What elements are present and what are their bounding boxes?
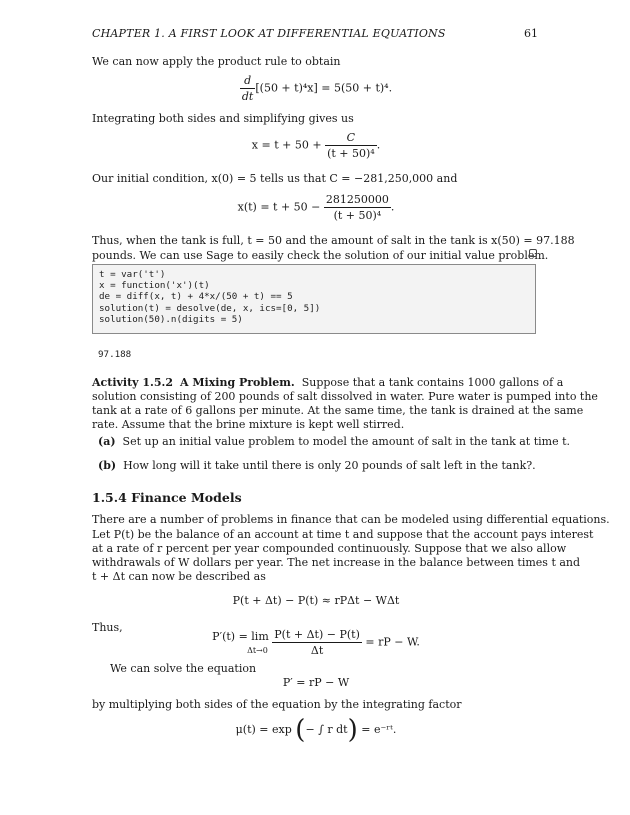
code-line: solution(t) = desolve(de, x, ics=[0, 5]): [99, 303, 321, 314]
chapter-header: CHAPTER 1. A FIRST LOOK AT DIFFERENTIAL EQUATIONS: [92, 27, 446, 40]
activity-line1: Activity 1.5.2 A Mixing Problem. Suppose that a tank contains 1000 gallons of a: [92, 376, 564, 389]
activity-line3: tank at a rate of 6 gallons per minute. At the same time, the tank is drained at the same: [92, 404, 584, 417]
section-heading: 1.5.4 Finance Models: [92, 490, 242, 505]
code-line: solution(50).n(digits = 5): [99, 314, 243, 325]
paragraph-initial-condition: Our initial condition, x(0) = 5 tells us that C = −281,250,000 and: [92, 172, 458, 185]
code-line: x = function('x')(t): [99, 280, 210, 291]
equation-product-rule: [92, 74, 540, 103]
paragraph-solve: We can solve the equation: [110, 662, 257, 675]
paragraph-tank-full-line2: pounds. We can use Sage to easily check the solution of our initial value problem.: [92, 249, 549, 262]
section-line2: Let P(t) be the balance of an account at time t and suppose that the account pays interest: [92, 528, 594, 541]
section-line3: at a rate of r percent per year compounded continuously. Suppose that we also allow: [92, 542, 567, 555]
section-line1: There are a number of problems in finance that can be modeled using differential equations.: [92, 513, 610, 526]
equation-product-rule-rest: [(50 + t)⁴x] = 5(50 + t)⁴.: [255, 81, 393, 95]
section-line4: withdrawals of W dollars per year. The net increase in the balance between times t and: [92, 556, 581, 569]
sage-cell-checkbox[interactable]: [529, 249, 537, 257]
code-line: de = diff(x, t) + 4*x/(50 + t) == 5: [99, 291, 293, 302]
activity-line2: solution consisting of 200 pounds of salt dissolved in water. Pure water is pumped into the: [92, 390, 598, 403]
code-line: t = var('t'): [99, 269, 166, 280]
activity-label: Activity 1.5.2: [92, 376, 173, 389]
activity-item-a: (a) Set up an initial value problem to model the amount of salt in the tank at time t.: [98, 435, 571, 448]
paragraph-integrating: Integrating both sides and simplifying gives us: [92, 112, 354, 125]
page-number: 61: [524, 27, 538, 40]
sage-code-cell[interactable]: [92, 264, 536, 334]
activity-item-b: (b) How long will it take until there is only 20 pounds of salt left in the tank?.: [98, 459, 536, 472]
derivative-operator: $\frac{d}{dt}$: [241, 74, 254, 103]
thus-text: Thus,: [92, 621, 123, 634]
paragraph-tank-full-line1: Thus, when the tank is full, t = 50 and the amount of salt in the tank is x(50) = 97.188: [92, 234, 575, 247]
section-line5: t + Δt can now be described as: [92, 570, 266, 583]
paragraph-integrating-factor: by multiplying both sides of the equation by the integrating factor: [92, 698, 462, 711]
activity-title: A Mixing Problem.: [180, 376, 295, 389]
equation-particular-solution: x(t) = t + 50 − $\frac{281250000}{\text{(t + 50)⁴}}$ .: [237, 193, 395, 222]
paragraph-product-rule: We can now apply the product rule to obtain: [92, 55, 341, 68]
equation-limit: P′(t) = lim Δt→0 $\frac{P(t + \Delta t) - P(t)}{\Delta t}$ = rP − W.: [212, 628, 420, 657]
equation-integrating-factor: μ(t) = exp (− ∫ r dt) = e⁻ʳᵗ.: [235, 715, 397, 745]
activity-line4: rate. Assume that the brine mixture is kept well stirred.: [92, 418, 405, 431]
equation-net-increase: P(t + Δt) − P(t) ≈ rPΔt − WΔt: [232, 594, 400, 607]
equation-general-solution: x = t + 50 + $\frac{C}{\text{(t + 50)⁴}}$ .: [251, 131, 381, 160]
limit-subscript: Δt→0: [247, 645, 268, 655]
code-output: 97.188: [98, 349, 132, 360]
equation-ode: P′ = rP − W: [282, 676, 350, 689]
